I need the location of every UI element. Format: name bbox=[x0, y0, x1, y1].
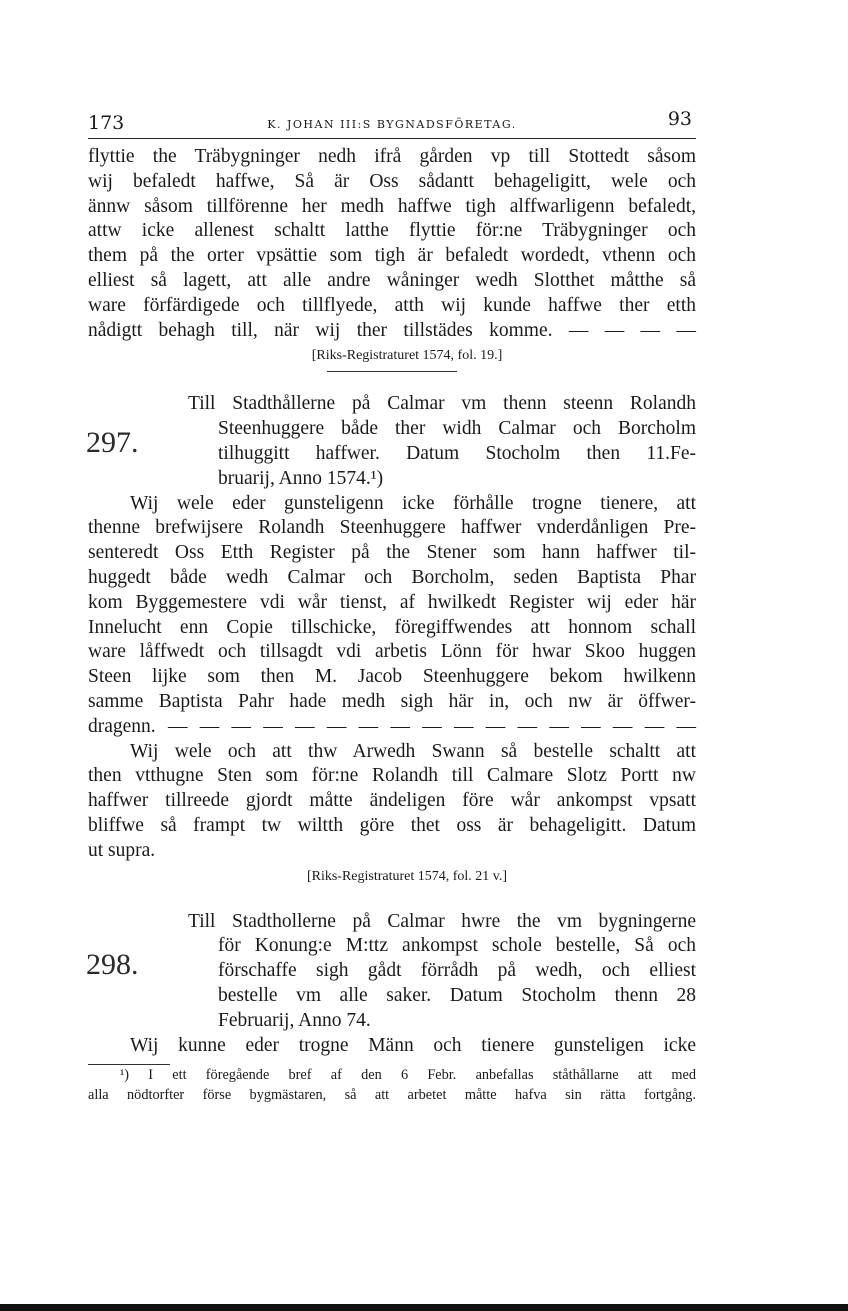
source-citation: [Riks-Registraturet 1574, fol. 21 v.] bbox=[306, 868, 508, 884]
entry-number: 297. bbox=[86, 426, 139, 460]
page-content bbox=[88, 108, 696, 1105]
footnote-line: ¹) I ett föregående bref af den 6 Febr. anbefallas ståthållarne att med bbox=[120, 1067, 696, 1084]
body-line: bliffwe så frampt tw wiltth göre thet oss är behageligitt. Datum bbox=[88, 814, 696, 836]
spacer bbox=[88, 888, 696, 910]
heading-line: Till Stadthållerne på Calmar vm thenn steenn Rolandh bbox=[188, 393, 696, 415]
heading-line: bruarij, Anno 1574.¹) bbox=[218, 467, 384, 489]
heading-line: Steenhuggere både ther widh Calmar och Borcholm bbox=[218, 418, 696, 440]
text-line: elliest så lagett, att alle andre wåninger wedh Slotthet måtthe så bbox=[88, 269, 696, 291]
section-divider bbox=[327, 371, 457, 372]
body-line: dragenn. — — — — — — — — — — — — — — — — — bbox=[88, 715, 696, 737]
text-line: ware förfärdigede och tillflyede, atth wij kunde haffwe ther etth bbox=[88, 294, 696, 316]
heading-line: förschaffe sigh gådt förrådh på wedh, och elliest bbox=[218, 960, 696, 982]
body-line: thenne brefwijsere Rolandh Steenhuggere haffwer vnderdånligen Pre- bbox=[88, 517, 696, 539]
body-line: then vtthugne Sten som för:ne Rolandh till Calmare Slotz Portt nw bbox=[88, 765, 696, 787]
page-number-left: 173 bbox=[88, 112, 125, 134]
body-line: haffwer tillreede gjordt måtte ändeligen före wår ankompst vpsatt bbox=[88, 790, 696, 812]
text-line: ännw såsom tillförenne her medh haffwe tigh alffwarligenn befaledt, bbox=[88, 195, 696, 217]
text-line: flyttie the Träbygninger nedh ifrå gården vp till Stottedt såsom bbox=[88, 146, 696, 167]
body-line: samme Baptista Pahr hade medh sigh här in, och nw är öffwer- bbox=[88, 690, 696, 712]
body-line: Innelucht enn Copie tillschicke, föregiffwendes att honnom schall bbox=[88, 616, 696, 638]
body-line: Wij wele och att thw Arwedh Swann så bestelle schaltt att bbox=[130, 740, 696, 762]
heading-line: Till Stadthollerne på Calmar hwre the vm bygningerne bbox=[188, 910, 696, 932]
source-citation: [Riks-Registraturet 1574, fol. 19.] bbox=[311, 348, 503, 364]
body-line: huggedt både wedh Calmar och Borcholm, seden Baptista Phar bbox=[88, 566, 696, 588]
body-line: ut supra. bbox=[88, 839, 156, 861]
scan-edge bbox=[0, 1304, 848, 1311]
body-line: Wij kunne eder trogne Männ och tienere gunsteligen icke bbox=[130, 1034, 696, 1056]
text-line: nådigtt behagh till, när wij ther tillstädes komme. — — — — bbox=[88, 319, 696, 341]
footnote-line: alla nödtorfter förse bygmästaren, så att arbetet måtte hafva sin rätta fortgång. bbox=[88, 1087, 696, 1104]
heading-line: Februarij, Anno 74. bbox=[218, 1009, 371, 1031]
heading-line: bestelle vm alle saker. Datum Stocholm thenn 28 bbox=[218, 984, 696, 1006]
heading-line: för Konung:e M:ttz ankompst schole bestelle, Så och bbox=[218, 935, 696, 957]
body-line: ware låffwedt och tillsagdt vdi arbetis Lönn för hwar Skoo huggen bbox=[88, 641, 696, 663]
body-line: Steen lijke som then M. Jacob Steenhuggere bekom hwilkenn bbox=[88, 666, 696, 688]
text-line: attw icke allenest schaltt latthe flyttie för:ne Träbygninger och bbox=[88, 220, 696, 242]
entry-297 bbox=[88, 392, 696, 887]
running-header bbox=[88, 108, 696, 139]
entry-298 bbox=[88, 910, 696, 1059]
body-line: kom Byggemestere vdi wår tienst, af hwilkedt Register wij eder här bbox=[88, 591, 696, 613]
entry-number: 298. bbox=[86, 947, 139, 981]
page-number-right: 93 bbox=[667, 108, 692, 130]
body-line: senteredt Oss Etth Register på the Stener som hann haffwer til- bbox=[88, 542, 696, 564]
body-line: Wij wele eder gunsteligenn icke förhålle trogne tienere, att bbox=[130, 492, 696, 514]
intro-paragraph bbox=[88, 145, 696, 343]
text-line: wij befaledt haffwe, Så är Oss sådantt behageligitt, wele och bbox=[88, 170, 696, 192]
running-title: K. JOHAN III:S BYGNADSFÖRETAG. bbox=[267, 118, 517, 131]
text-line: them på the orter vpsättie som tigh är befaledt wordedt, vthenn och bbox=[88, 245, 696, 267]
heading-line: tilhuggitt haffwer. Datum Stocholm then 11.Fe- bbox=[218, 442, 696, 464]
